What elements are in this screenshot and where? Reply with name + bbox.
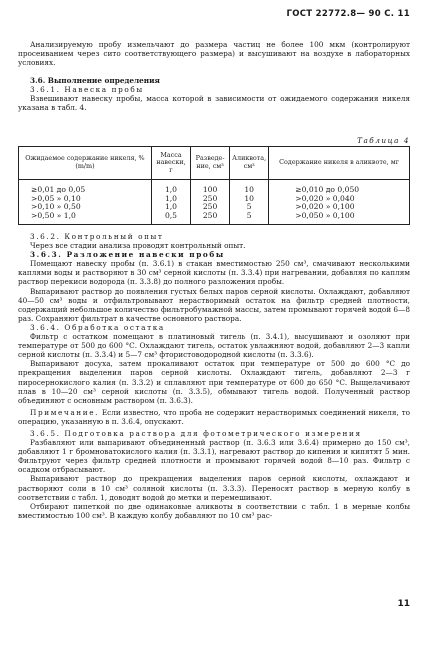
- section-3-6-2-text: Через все стадии анализа проводят контрольный опыт.: [30, 241, 246, 251]
- intro-block: [18, 40, 410, 67]
- section-3-6-5-title: 3.6.5. Подготовка раствора для фотометрического измерения: [30, 428, 362, 438]
- table-header-cell: Содержание никеля в аликвоте, мг: [269, 147, 410, 180]
- table-4: [18, 146, 410, 225]
- table-header-cell: Разведе-ние, см³: [191, 147, 230, 180]
- table-cell-content: [19, 180, 152, 225]
- section-3-6-3-title: 3.6.3. Разложение навески пробы: [30, 250, 225, 260]
- section-3-6: [18, 76, 410, 112]
- section-3-6-4-title: 3.6.4. Обработка остатка: [30, 322, 165, 332]
- table-cell: 10: [244, 193, 254, 203]
- intro-paragraph: Анализируемую пробу измельчают до размера частиц не более 100 мкм (контролируют просеиванием через сито соответствующего размера) и высушивают на воздухе в лабораторных условиях.: [18, 40, 410, 68]
- table-header-row: [19, 147, 410, 180]
- section-3-6-2-title: 3.6.2. Контрольный опыт: [30, 232, 164, 241]
- table-cell: >0,020 » 0,040: [295, 193, 355, 203]
- section-3-6-5-paragraph: Отбирают пипеткой по две одинаковые аликвоты в соответствии с табл. 1 в мерные колбы вместимостью 100 см³. В каждую колбу добавляют по 10 см³ рас-: [18, 501, 410, 520]
- table-cell-nickel: [269, 180, 410, 225]
- table-cell: 1,0: [164, 185, 178, 194]
- section-3-6-3-paragraph: Выпаривают раствор до появления густых белых паров серной кислоты. Охлаждают, добавляют 40—50 см³ воды и отфильтровывают нерастворимый остаток на фильтр средней плотности, содержащий небольшое количество фильтробумажной массы, затем промывают горячей водой 6—8 раз. Сохраняют фильтрат в качестве основного раствора.: [18, 286, 410, 323]
- note-text: Если известно, что проба не содержит нерастворимых соединений никеля, то операцию, указанную в п. 3.6.4, опускают.: [18, 407, 410, 426]
- section-3-6-1-title: 3.6.1. Навеска пробы: [30, 85, 144, 95]
- section-3-6-1-text: Взвешивают навеску пробы, масса которой в зависимости от ожидаемого содержания никеля указана в табл. 4.: [18, 94, 410, 113]
- table-label: Таблица 4: [357, 136, 410, 145]
- body-sections: [18, 232, 410, 520]
- table-cell: 5: [246, 210, 252, 220]
- table-cell: 0,5: [164, 210, 178, 220]
- table-header-cell: Аликвота, см³: [230, 147, 269, 180]
- table-cell: 250: [202, 193, 218, 203]
- table-cell: ≥0,010 до 0,050: [295, 185, 360, 194]
- table-cell: 250: [202, 202, 218, 212]
- section-3-6-title: 3.6. Выполнение определения: [30, 76, 160, 85]
- section-3-6-4-paragraph: Выпаривают досуха, затем прокаливают остаток при температуре от 500 до 600 °С до прекращения выделения паров серной кислоты. Охлаждают тигель, добавляют 2—3 г пиросернокислого калия (п. 3.3.2) и сплавляют при температуре от 600 до 650 °С. Выщелачивают плав в 10—20 см³ серной кислоты (п. 3.3.5), обмывают тигель водой. Полученный раствор объединяют с основным раствором (п. 3.6.3).: [18, 359, 410, 405]
- page-number: 11: [397, 598, 410, 609]
- table-cell: 250: [202, 210, 218, 220]
- table-cell: >0,50 » 1,0: [31, 210, 76, 220]
- table-cell: >0,050 » 0,100: [295, 210, 355, 220]
- table-cell-dilution: [191, 180, 230, 225]
- table-cell: 1,0: [164, 193, 178, 203]
- table-cell: >0,10 » 0,50: [31, 202, 81, 212]
- table-body-row: [19, 180, 410, 225]
- table-cell: 10: [244, 185, 254, 194]
- table-cell: ≥0,01 до 0,05: [31, 185, 86, 194]
- section-3-6-4-paragraph: Фильтр с остатком помещают в платиновый тигель (п. 3.4.1), высушивают и озоляют при температуре от 500 до 600 °С. Охлаждают тигель, остаток увлажняют водой, добавляют 2—3 капли серной кислоты (п. 3.3.4) и 5—7 см³ фтористоводородной кислоты (п. 3.3.6).: [18, 332, 410, 360]
- note-label: Примечание.: [30, 407, 100, 417]
- table-cell: 5: [246, 202, 252, 212]
- table-cell-aliquot: [230, 180, 269, 225]
- section-3-6-3-paragraph: Помещают навеску пробы (п. 3.6.1) в стакан вместимостью 250 см³, смачивают несколькими каплями воды и растворяют в 30 см³ серной кислоты (п. 3.3.4) при нагревании, добавляя по каплям раствор перекиси водорода (п. 3.3.8) до полного разложения пробы.: [18, 259, 410, 287]
- table-cell: >0,020 » 0,100: [295, 202, 355, 212]
- table-header-cell: Масса навески, г: [151, 147, 190, 180]
- table-cell: 1,0: [164, 202, 178, 212]
- section-3-6-5-paragraph: Разбавляют или выпаривают объединенный раствор (п. 3.6.3 или 3.6.4) примерно до 150 см³, добавляют 1 г бромноватокислого калия (п. 3.3.1), нагревают раствор до кипения и кипятят 5 мин. Фильтруют через фильтр средней плотности и промывают горячей водой 8—10 раз. Фильтр с осадком отбрасывают.: [18, 438, 410, 475]
- note-paragraph: [18, 408, 410, 426]
- table-cell-mass: [151, 180, 190, 225]
- table-cell: 100: [202, 185, 218, 194]
- table-header-cell: Ожидаемое содержание никеля, % (m/m): [19, 147, 152, 180]
- page-header: ГОСТ 22772.8— 90 С. 11: [286, 9, 410, 19]
- section-3-6-5-paragraph: Выпаривают раствор до прекращения выделения паров серной кислоты, охлаждают и растворяют соли в 10 см³ соляной кислоты (п. 3.3.3). Переносят раствор в мерную колбу в соответствии с табл. 1, доводят водой до метки и перемешивают.: [18, 474, 410, 502]
- table-cell: >0,05 » 0,10: [31, 193, 81, 203]
